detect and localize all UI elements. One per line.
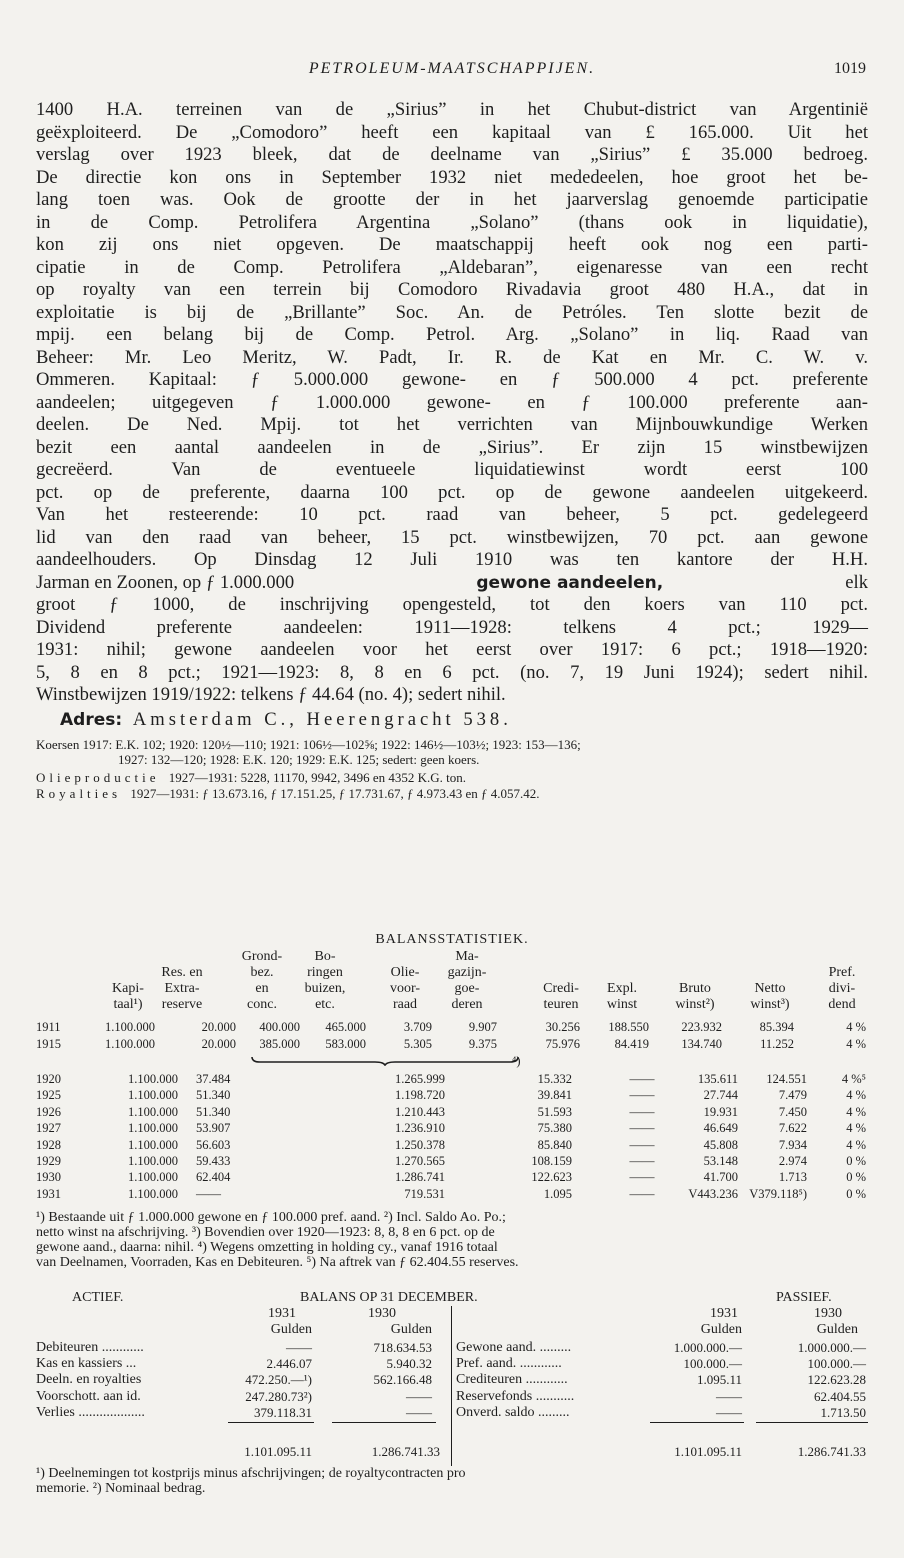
table-cell: 1.100.000 [105,1037,155,1051]
body-line: in de Comp. Petrolifera Argentina „Solano” (thans ook in liquidatie), [36,212,868,233]
total-amount: 1.101.095.11 [244,1444,312,1459]
table-cell: 39.841 [537,1088,572,1103]
balans-title: BALANS OP 31 DECEMBER. [300,1290,478,1305]
passief-label: PASSIEF. [776,1290,832,1305]
total-amount: 1.286.741.33 [371,1444,440,1459]
stat-footnote: ¹) Bestaande uit ƒ 1.000.000 gewone en ƒ 100.000 pref. aand. ²) Incl. Saldo Ao. Po.; [36,1210,506,1225]
table-cell: 62.404 [196,1170,231,1185]
stat-header-cell: voor- [389,981,421,996]
table-cell: 45.808 [703,1137,738,1152]
body-line [36,573,868,593]
stat-header-cell: Res. en [161,965,203,980]
table-cell: 1.095 [543,1186,572,1201]
col-year: 1930 [368,1306,396,1321]
stat-header-cell: ringen [307,965,343,980]
total-amount: 1.101.095.11 [674,1444,742,1459]
total-rule [756,1422,868,1423]
passief-label-cell: Gewone aand. ......... [456,1340,572,1355]
body-line: Winstbewijzen 1919/1922: telkens ƒ 44.64 (no. 4); sedert nihil. [36,684,506,705]
table-cell: 5.305 [403,1037,432,1051]
stat-header-cell: Expl. [607,981,637,996]
table-cell: 20.000 [201,1037,236,1051]
stat-header-cell: Bo- [314,949,336,964]
table-cell: 0 % [846,1186,866,1201]
table-cell: 4 % [846,1104,866,1119]
actief-amount: 247.280.73²) [245,1388,312,1404]
running-header: PETROLEUM-MAATSCHAPPIJEN. [308,60,596,77]
table-cell: 56.603 [196,1137,231,1152]
body-line: gecreëerd. Van de eventueele liquidatiewinst wordt eerst 100 [36,459,868,480]
table-cell: 15.332 [537,1072,572,1086]
year-cell: 1929 [36,1154,61,1168]
table-cell: 75.380 [537,1121,572,1136]
stat-header-cell: Credi- [543,981,579,996]
table-cell: —— [629,1121,655,1136]
stat-footnote: gewone aand., daarna: nihil. ⁴) Wegens omzetting in holding cy., vanaf 1916 totaal [36,1240,498,1255]
balans-footnote: memorie. ²) Nominaal bedrag. [36,1481,206,1496]
olieproductie-line [36,770,466,785]
year-cell: 1930 [36,1170,61,1185]
address-text: Amsterdam C., Heerengracht 538. [132,709,512,730]
actief-amount: —— [406,1404,432,1420]
body-line: kon zij ons niet opgeven. De maatschappij heeft ook nog een parti- [36,234,868,255]
table-cell: 7.934 [778,1137,807,1152]
page-number: 1019 [834,60,866,77]
table-cell: —— [196,1186,221,1201]
body-line: 1931: nihil; gewone aandeelen voor het eerst over 1917: 6 pct.; 1918—1920: [36,639,868,660]
table-cell: 1.100.000 [128,1121,178,1136]
table-cell: 1.100.000 [128,1154,178,1168]
body-line-text: elk [845,572,868,593]
table-cell: 223.932 [681,1020,722,1034]
total-rule [332,1422,436,1423]
stat-header-cell: conc. [247,997,277,1012]
stat-header-cell: winst [606,997,638,1012]
table-cell: —— [629,1154,655,1168]
passief-label-cell: Crediteuren ............ [456,1372,568,1388]
table-cell: 1.250.378 [395,1137,445,1152]
table-cell: 0 % [846,1154,866,1168]
brace-icon [250,1054,520,1066]
table-cell: 135.611 [697,1072,738,1086]
table-cell: 1.100.000 [105,1020,155,1034]
stat-footnote: van Deelnamen, Voorraden, Kas en Debiteuren. ⁵) Na aftrek van ƒ 62.404.55 reserves. [36,1255,519,1270]
stat-header-cell: winst³) [750,997,790,1012]
passief-amount: 1.713.50 [820,1404,866,1420]
actief-label-cell: Verlies ................... [36,1404,145,1420]
table-cell: 51.340 [196,1104,231,1119]
olieproductie-label: Olieproductie [36,770,160,785]
body-line: 1400 H.A. terreinen van de „Sirius” in het Chubut-district van Argentinië [36,99,868,120]
body-line: Ommeren. Kapitaal: ƒ 5.000.000 gewone- en ƒ 500.000 4 pct. preferente [36,369,868,390]
stat-header-cell: Grond- [241,949,283,964]
body-line: deelen. De Ned. Mpij. tot het verrichten van Mijnbouwkundige Werken [36,414,868,435]
table-cell: 85.840 [537,1137,572,1152]
passief-amount: 122.623.28 [807,1372,866,1388]
koersen-line: 1927: 132—120; 1928: E.K. 120; 1929: E.K. 125; sedert: geen koers. [118,752,480,767]
total-rule [650,1422,744,1423]
table-cell: 1.270.565 [395,1154,445,1168]
royalties-line [36,786,540,801]
table-cell: 122.623 [531,1170,572,1185]
table-cell: 1.210.443 [395,1104,445,1119]
table-cell: 37.484 [196,1072,231,1086]
table-cell: 465.000 [325,1020,366,1034]
table-cell: 27.744 [703,1088,738,1103]
table-cell: —— [629,1170,655,1185]
year-cell: 1926 [36,1104,61,1119]
actief-amount: —— [286,1340,312,1355]
royalties-text: 1927—1931: ƒ 13.673.16, ƒ 17.151.25, ƒ 17.731.67, ƒ 4.973.43 en ƒ 4.057.42. [130,786,540,801]
table-cell: 1.236.910 [395,1121,445,1136]
stat-header-cell: Netto [754,981,786,996]
stat-header-cell: en [255,981,269,996]
year-cell: 1915 [36,1037,61,1051]
stat-header-cell: buizen, [304,981,346,996]
passief-amount: —— [716,1404,742,1420]
balans-footnote: ¹) Deelnemingen tot kostprijs minus afschrijvingen; de royaltycontracten pro [36,1466,466,1481]
body-line: lid van den raad van beheer, 15 pct. winstbewijzen, 70 pct. aan gewone [36,527,868,548]
body-line: Van het resteerende: 10 pct. raad van beheer, 5 pct. gedelegeerd [36,504,868,525]
table-cell: 4 %⁵ [841,1072,866,1086]
body-line: Dividend preferente aandeelen: 1911—1928: telkens 4 pct.; 1929— [36,617,868,638]
table-cell: —— [629,1137,655,1152]
year-cell: 1928 [36,1137,61,1152]
table-cell: 41.700 [703,1170,738,1185]
table-cell: 51.340 [196,1088,231,1103]
total-amount: 1.286.741.33 [797,1444,866,1459]
passief-amount: 1.000.000.— [797,1340,866,1355]
table-cell: 2.974 [778,1154,807,1168]
balans-divider [451,1306,452,1466]
table-cell: 1.198.720 [395,1088,445,1103]
table-cell: 75.976 [545,1037,580,1051]
table-cell: 85.394 [759,1020,794,1034]
col-unit: Gulden [390,1322,432,1337]
actief-amount: 2.446.07 [266,1356,312,1372]
actief-amount: 472.250.—¹) [245,1372,312,1388]
koersen-line: Koersen 1917: E.K. 102; 1920: 120½—110; 1921: 106½—102⅝; 1922: 146½—103½; 1923: 153—136; [36,737,581,752]
body-line: 5, 8 en 8 pct.; 1921—1923: 8, 8 en 6 pct. (no. 7, 19 Juni 1924); sedert nihil. [36,662,868,683]
table-cell: 124.551 [766,1072,807,1086]
table-cell: 9.907 [468,1020,497,1034]
passief-amount: 1.095.11 [696,1372,742,1388]
passief-amount: —— [716,1388,742,1404]
table-cell: 1.100.000 [128,1072,178,1086]
table-cell: 1.100.000 [128,1137,178,1152]
stat-header-cell: Pref. [828,965,856,980]
stat-header-cell: teuren [543,997,579,1012]
table-cell: 7.479 [778,1088,807,1103]
table-cell: 84.419 [614,1037,649,1051]
table-cell: 20.000 [201,1020,236,1034]
passief-label-cell: Reservefonds ........... [456,1388,575,1404]
col-year: 1930 [814,1306,842,1321]
address-line [60,710,868,730]
brace-note: ⁴) [512,1054,521,1068]
table-cell: —— [629,1072,655,1086]
table-cell: 53.907 [196,1121,231,1136]
stat-header-cell: goe- [454,981,480,996]
body-line: lang toen was. Ook de grootte der in het jaarverslag genoemde participatie [36,189,868,210]
address-label: Adres: [60,710,123,730]
table-cell: 4 % [846,1088,866,1103]
stat-header-cell: taal¹) [113,997,143,1012]
table-cell: 19.931 [703,1104,738,1119]
stat-footnote: netto winst na afschrijving. ³) Bovendien over 1920—1923: 8, 8, 8 en 6 pct. op de [36,1225,495,1240]
actief-label-cell: Debiteuren ............ [36,1340,144,1355]
table-cell: 1.100.000 [128,1088,178,1103]
table-cell: 46.649 [703,1121,738,1136]
stat-header-cell: Olie- [390,965,420,980]
table-cell: 1.100.000 [128,1104,178,1119]
table-cell: 188.550 [608,1020,649,1034]
royalties-label: Royalties [36,786,122,801]
actief-amount: 5.940.32 [386,1356,432,1372]
stat-header-cell: deren [451,997,483,1012]
balansstatistiek-title: BALANSSTATISTIEK. [375,932,529,947]
table-cell: 7.450 [778,1104,807,1119]
table-cell: 719.531 [404,1186,445,1201]
passief-amount: 100.000.— [807,1356,866,1372]
total-rule [228,1422,314,1423]
stat-header-cell: gazijn- [447,965,487,980]
passief-label-cell: Pref. aand. ............ [456,1356,562,1372]
body-line: cipatie in de Comp. Petrolifera „Aldebaran”, eigenaresse van een recht [36,257,868,278]
stat-header-cell: etc. [315,997,335,1012]
table-cell: 4 % [846,1020,866,1034]
table-cell: 134.740 [681,1037,722,1051]
passief-label-cell: Onverd. saldo ......... [456,1404,570,1420]
passief-amount: 62.404.55 [814,1388,866,1404]
stat-header-cell: raad [392,997,418,1012]
table-cell: 400.000 [259,1020,300,1034]
table-cell: 583.000 [325,1037,366,1051]
body-line: verslag over 1923 bleek, dat de deelname van „Sirius” £ 35.000 bedroeg. [36,144,868,165]
table-cell: 51.593 [537,1104,572,1119]
year-cell: 1911 [36,1020,61,1034]
table-cell: 4 % [846,1121,866,1136]
year-cell: 1927 [36,1121,61,1136]
table-cell: 59.433 [196,1154,231,1168]
actief-label-cell: Deeln. en royalties [36,1372,142,1388]
actief-label-cell: Kas en kassiers ... [36,1356,137,1372]
stat-header-cell: bez. [250,965,274,980]
table-cell: 1.265.999 [395,1072,445,1086]
stat-header-cell: winst²) [675,997,715,1012]
body-line-text: Jarman en Zoonen, op ƒ 1.000.000 [36,572,295,593]
table-cell: 4 % [846,1137,866,1152]
table-cell: —— [629,1186,655,1201]
body-line: De directie kon ons in September 1932 niet mededeelen, hoe groot het be- [36,167,868,188]
table-cell: V443.236 [688,1186,738,1201]
table-cell: 7.622 [778,1121,807,1136]
table-cell: 385.000 [259,1037,300,1051]
actief-amount: 562.166.48 [373,1372,432,1388]
table-cell: 108.159 [531,1154,572,1168]
body-line: exploitatie is bij de „Brillante” Soc. An. de Petróles. Ten slotte bezit de [36,302,868,323]
stat-header-cell: reserve [161,997,203,1012]
table-cell: 1.100.000 [128,1186,178,1201]
year-cell: 1920 [36,1072,61,1086]
table-cell: 4 % [846,1037,866,1051]
stat-header-cell: Extra- [164,981,200,996]
actief-label-cell: Voorschott. aan id. [36,1388,141,1404]
col-unit: Gulden [816,1322,858,1337]
table-cell: 30.256 [545,1020,580,1034]
table-cell: 1.100.000 [128,1170,178,1185]
body-line: aandeelhouders. Op Dinsdag 12 Juli 1910 was ten kantore der H.H. [36,549,868,570]
col-year: 1931 [268,1306,296,1321]
stat-header-cell: Ma- [455,949,479,964]
table-cell: V379.118⁵) [749,1186,807,1201]
body-line: bezit een aantal aandeelen in de „Sirius”. Er zijn 15 winstbewijzen [36,437,868,458]
table-cell: 53.148 [703,1154,738,1168]
stat-header-cell: Bruto [679,981,711,996]
col-unit: Gulden [700,1322,742,1337]
year-cell: 1925 [36,1088,61,1103]
table-cell: 11.252 [760,1037,794,1051]
body-line: groot ƒ 1000, de inschrijving opengesteld, tot den koers van 110 pct. [36,594,868,615]
table-cell: —— [629,1088,655,1103]
col-unit: Gulden [270,1322,312,1337]
year-cell: 1931 [36,1186,61,1201]
stat-header-cell: dend [828,997,856,1012]
actief-amount: 379.118.31 [253,1404,312,1420]
body-line: pct. op de preferente, daarna 100 pct. op de gewone aandeelen uitgekeerd. [36,482,868,503]
stat-header-cell: Kapi- [112,981,144,996]
body-line: op royalty van een terrein bij Comodoro Rivadavia groot 480 H.A., dat in [36,279,868,300]
table-cell: 9.375 [468,1037,497,1051]
table-cell: 3.709 [403,1020,432,1034]
passief-amount: 100.000.— [683,1356,742,1372]
actief-amount: 718.634.53 [373,1340,432,1355]
stat-header-cell: divi- [828,981,856,996]
actief-label: ACTIEF. [72,1290,124,1305]
body-line: Beheer: Mr. Leo Meritz, W. Padt, Ir. R. de Kat en Mr. C. W. v. [36,347,868,368]
table-cell: 1.286.741 [395,1170,445,1185]
body-line: geëxploiteerd. De „Comodoro” heeft een kapitaal van £ 165.000. Uit het [36,122,868,143]
passief-amount: 1.000.000.— [673,1340,742,1355]
col-year: 1931 [710,1306,738,1321]
body-line: mpij. een belang bij de Comp. Petrol. Arg. „Solano” in liq. Raad van [36,324,868,345]
table-cell: 0 % [846,1170,866,1185]
actief-amount: —— [406,1388,432,1404]
bold-phrase: gewone aandeelen, [476,573,664,593]
table-cell: —— [629,1104,655,1119]
olieproductie-text: 1927—1931: 5228, 11170, 9942, 3496 en 4352 K.G. ton. [168,770,467,785]
body-line: aandeelen; uitgegeven ƒ 1.000.000 gewone- en ƒ 100.000 preferente aan- [36,392,868,413]
table-cell: 1.713 [778,1170,807,1185]
